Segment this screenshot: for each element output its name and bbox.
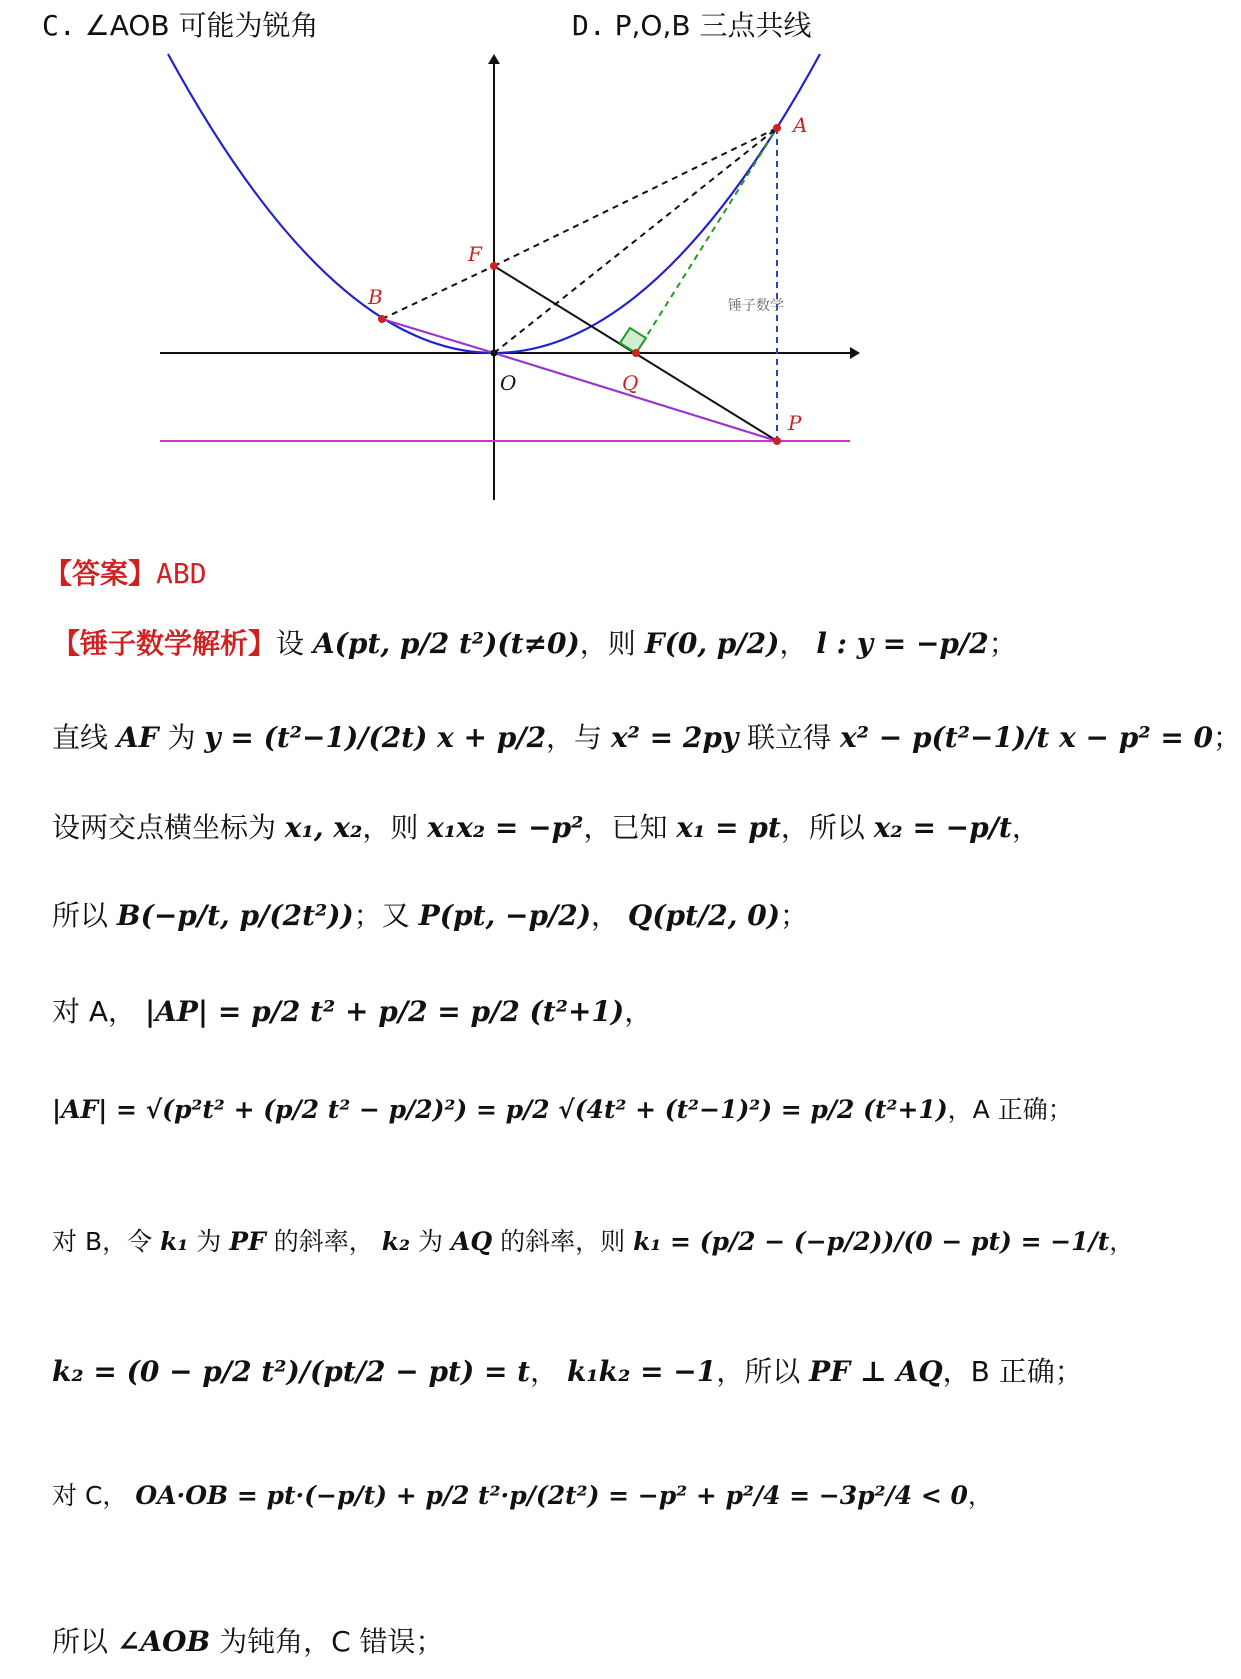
text: ； [1213, 721, 1241, 754]
text: 对 A， [52, 995, 137, 1028]
text: 为 [196, 1227, 222, 1256]
solution-line-7 [52, 1222, 1134, 1258]
eq-af: AF [116, 721, 159, 754]
point-f [490, 262, 498, 270]
label-p: P [788, 411, 802, 435]
eq-dot-product: OA·OB = pt·(−p/t) + p/2 t²·p/(2t²) = −p² + p²/4 = −3p²/4 < 0 [135, 1481, 968, 1510]
dash-fa [494, 128, 777, 266]
eq-af-length: |AF| = √(p²t² + (p/2 t² − p/2)²) = p/2 √(4t² + (t²−1)²) = p/2 (t²+1) [52, 1095, 948, 1124]
eq-b: B(−p/t, p/(2t²)) [116, 899, 354, 932]
text: 直线 [52, 721, 109, 754]
solution-line-8 [52, 1350, 1083, 1390]
text: 的斜率， [273, 1227, 374, 1256]
eq-quadratic: x² − p(t²−1)/t x − p² = 0 [840, 721, 1214, 754]
text: ，A 正确； [947, 1095, 1073, 1124]
solution-line-2 [52, 716, 1241, 756]
label-q: Q [622, 371, 639, 395]
eq-q: Q(pt/2, 0) [627, 899, 781, 932]
text: 为钝角，C 错误； [219, 1625, 444, 1658]
text: ， [624, 995, 653, 1028]
eq-parabola: x² = 2py [610, 721, 739, 754]
solution-line-4 [52, 894, 808, 934]
text: ，则 [362, 811, 419, 844]
eq-angle: ∠AOB [116, 1625, 211, 1658]
answer [44, 552, 207, 592]
eq-x2: x₂ = −p/t [873, 811, 1012, 844]
text: 对 C， [52, 1481, 128, 1510]
dash-bf [382, 266, 494, 319]
dash-oa [494, 128, 777, 353]
eq-perp: PF ⊥ AQ [809, 1355, 943, 1388]
eq-x1: x₁ = pt [676, 811, 781, 844]
text: 联立得 [747, 721, 832, 754]
text: ， [1011, 811, 1040, 844]
text: ， [530, 1355, 559, 1388]
option-c-label: C. [42, 9, 76, 42]
text: ；又 [353, 899, 410, 932]
option-c-text: ∠AOB 可能为锐角 [84, 9, 319, 42]
text: 设两交点横坐标为 [52, 811, 277, 844]
eq-k1k2: k₁k₂ = −1 [567, 1355, 717, 1388]
label-b: B [368, 285, 383, 309]
point-a [773, 124, 781, 132]
text: ， [591, 899, 620, 932]
solution-line-5 [52, 990, 652, 1030]
solution-line-6 [52, 1090, 1073, 1126]
text: ； [780, 899, 809, 932]
solution-label: 【锤子数学解析】 [52, 627, 277, 660]
y-axis-arrow [488, 54, 500, 64]
text: 设 [276, 627, 305, 660]
text: ，所以 [716, 1355, 801, 1388]
eq-k1-value: k₁ = (p/2 − (−p/2))/(0 − pt) = −1/t [633, 1227, 1110, 1256]
line-bo [382, 319, 494, 353]
text: 为 [417, 1227, 443, 1256]
option-c [42, 4, 319, 44]
label-a: A [793, 113, 808, 137]
text: ， [779, 627, 808, 660]
eq-k2: k₂ [381, 1227, 411, 1256]
x-axis-arrow [850, 347, 860, 359]
text: ； [988, 627, 1017, 660]
text: ，B 正确； [942, 1355, 1083, 1388]
eq-p: P(pt, −p/2) [418, 899, 591, 932]
eq-f: F(0, p/2) [644, 627, 780, 660]
text: ，则 [579, 627, 636, 660]
point-q [632, 349, 640, 357]
text: 所以 [52, 899, 109, 932]
text: ， [1109, 1227, 1135, 1256]
option-d [572, 4, 811, 44]
eq-pf: PF [229, 1227, 266, 1256]
eq-k2-value: k₂ = (0 − p/2 t²)/(pt/2 − pt) = t [52, 1355, 531, 1388]
answer-label: 【答案】 [44, 557, 157, 590]
eq-line-af: y = (t²−1)/(2t) x + p/2 [204, 721, 547, 754]
eq-l: l : y = −p/2 [816, 627, 989, 660]
text: 的斜率，则 [500, 1227, 626, 1256]
text: 所以 [52, 1625, 109, 1658]
point-p [773, 437, 781, 445]
solution-line-1 [52, 622, 1017, 662]
eq-aq: AQ [450, 1227, 493, 1256]
option-d-text: P,O,B 三点共线 [614, 9, 812, 42]
text: ，所以 [780, 811, 865, 844]
eq-ap: |AP| = p/2 t² + p/2 = p/2 (t²+1) [144, 995, 625, 1028]
label-o: O [500, 371, 517, 395]
parabola-figure [160, 52, 900, 534]
text: ， [967, 1481, 993, 1510]
text: ，与 [546, 721, 603, 754]
eq-a: A(pt, p/2 t²)(t≠0) [312, 627, 580, 660]
solution-line-10 [52, 1620, 444, 1660]
text: 为 [167, 721, 196, 754]
text: 对 B，令 [52, 1227, 153, 1256]
eq-k1: k₁ [160, 1227, 189, 1256]
eq-product: x₁x₂ = −p² [427, 811, 584, 844]
text: ，已知 [583, 811, 668, 844]
watermark: 锤子数学 [728, 298, 784, 314]
option-d-label: D. [572, 9, 606, 42]
right-angle-marker [620, 328, 646, 353]
line-op [494, 353, 777, 441]
point-o [491, 350, 498, 357]
label-f: F [468, 242, 482, 266]
solution-line-3 [52, 806, 1040, 846]
solution-line-9 [52, 1476, 993, 1512]
answer-value: ABD [156, 557, 207, 590]
point-b [378, 315, 386, 323]
eq-vars: x₁, x₂ [284, 811, 363, 844]
